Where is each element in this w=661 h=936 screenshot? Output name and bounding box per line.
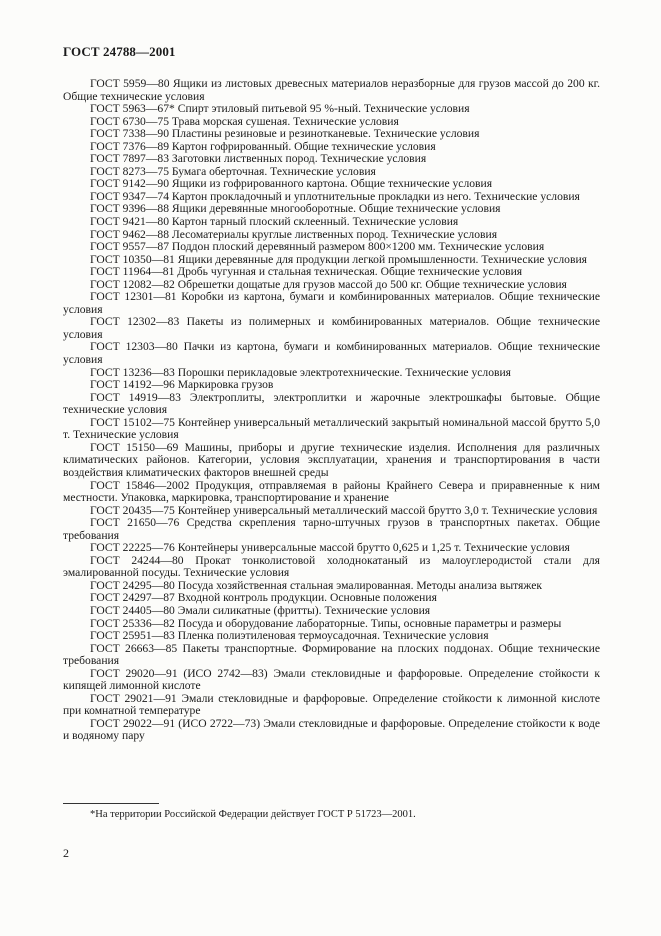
reference-item: ГОСТ 24405—80 Эмали силикатные (фритты). Технические условия <box>90 603 431 617</box>
reference-item: ГОСТ 29021—91 Эмали стекловидные и фарфоровые. Определение стойкости к лимонной кислоте при комнатной температуре <box>63 691 600 718</box>
reference-item: ГОСТ 15102—75 Контейнер универсальный металлический закрытый номинальной массой брутто 5,0 т. Технические условия <box>63 415 600 442</box>
reference-item: ГОСТ 8273—75 Бумага оберточная. Технические условия <box>90 164 376 178</box>
reference-item: ГОСТ 5959—80 Ящики из листовых древесных материалов неразборные для грузов массой до 200 кг. Общие технические условия <box>63 77 600 103</box>
reference-item: ГОСТ 7897—83 Заготовки лиственных пород. Технические условия <box>90 152 427 166</box>
footnote-divider <box>63 803 159 804</box>
reference-item: ГОСТ 7376—89 Картон гофрированный. Общие технические условия <box>90 139 436 153</box>
reference-item: ГОСТ 11964—81 Дробь чугунная и стальная техническая. Общие технические условия <box>90 265 523 279</box>
reference-item: ГОСТ 12302—83 Пакеты из полимерных и комбинированных материалов. Общие технические условия <box>63 315 600 341</box>
reference-item: ГОСТ 29022—91 (ИСО 2722—73) Эмали стекловидные и фарфоровые. Определение стойкости к воде и водяному пару <box>63 716 600 743</box>
reference-item: ГОСТ 24297—87 Входной контроль продукции. Основные положения <box>90 591 437 605</box>
reference-item: ГОСТ 7338—90 Пластины резиновые и резинотканевые. Технические условия <box>90 127 480 141</box>
page-number: 2 <box>63 846 69 860</box>
reference-item: ГОСТ 9347—74 Картон прокладочный и уплотнительные прокладки из него. Технические условия <box>90 189 580 203</box>
reference-item: ГОСТ 5963—67* Спирт этиловый питьевой 95 %-ный. Технические условия <box>90 102 470 116</box>
normative-references-list <box>63 78 600 743</box>
reference-item: ГОСТ 20435—75 Контейнер универсальный металлический массой брутто 3,0 т. Технические условия <box>90 503 598 517</box>
reference-item: ГОСТ 29020—91 (ИСО 2742—83) Эмали стекловидные и фарфоровые. Определение стойкости к кипящей лимонной кислоте <box>63 666 600 693</box>
reference-item: ГОСТ 9142—90 Ящики из гофрированного картона. Общие технические условия <box>90 177 493 191</box>
reference-item: ГОСТ 26663—85 Пакеты транспортные. Формирование на плоских поддонах. Общие технические требования <box>63 641 600 668</box>
footnote: *На территории Российской Федерации действует ГОСТ Р 51723—2001. <box>90 809 416 820</box>
page-header: ГОСТ 24788—2001 <box>63 44 176 59</box>
reference-item: ГОСТ 14192—96 Маркировка грузов <box>90 378 274 392</box>
reference-item: ГОСТ 12303—80 Пачки из картона, бумаги и комбинированных материалов. Общие технические условия <box>63 340 600 367</box>
reference-item: ГОСТ 10350—81 Ящики деревянные для продукции легкой промышленности. Технические условия <box>90 252 587 266</box>
reference-item: ГОСТ 14919—83 Электроплиты, электроплитки и жарочные электрошкафы бытовые. Общие технические условия <box>63 390 600 417</box>
reference-item: ГОСТ 13236—83 Порошки перикладовые электротехнические. Технические условия <box>90 365 512 379</box>
reference-item: ГОСТ 22225—76 Контейнеры универсальные массой брутто 0,625 и 1,25 т. Технические условия <box>90 541 570 555</box>
reference-item: ГОСТ 9462—88 Лесоматериалы круглые лиственных пород. Технические условия <box>90 227 498 241</box>
reference-item: ГОСТ 24244—80 Прокат тонколистовой холоднокатаный из малоуглеродистой стали для эмалированной посуды. Технические условия <box>63 553 600 580</box>
reference-item: ГОСТ 25336—82 Посуда и оборудование лабораторные. Типы, основные параметры и размеры <box>90 616 562 630</box>
reference-item: ГОСТ 15846—2002 Продукция, отправляемая в районы Крайнего Севера и приравненные к ним местности. Упаковка, маркировка, транспортирование и хранение <box>63 478 600 505</box>
reference-item: ГОСТ 9421—80 Картон тарный плоский склеенный. Технические условия <box>90 215 459 229</box>
reference-item: ГОСТ 12082—82 Обрешетки дощатые для грузов массой до 500 кг. Общие технические условия <box>90 277 567 291</box>
reference-item: ГОСТ 6730—75 Трава морская сушеная. Технические условия <box>90 114 399 128</box>
reference-item: ГОСТ 25951—83 Пленка полиэтиленовая термоусадочная. Технические условия <box>90 629 489 643</box>
reference-item: ГОСТ 12301—81 Коробки из картона, бумаги и комбинированных материалов. Общие технические условия <box>63 290 600 316</box>
reference-item: ГОСТ 9396—88 Ящики деревянные многооборотные. Общие технические условия <box>90 202 501 216</box>
reference-item: ГОСТ 21650—76 Средства скрепления тарно-штучных грузов в транспортных пакетах. Общие требования <box>63 516 600 542</box>
reference-item: ГОСТ 9557—87 Поддон плоский деревянный размером 800×1200 мм. Технические условия <box>90 240 545 254</box>
reference-item: ГОСТ 24295—80 Посуда хозяйственная стальная эмалированная. Методы анализа вытяжек <box>90 578 542 592</box>
reference-item: ГОСТ 15150—69 Машины, приборы и другие технические изделия. Исполнения для различных климатических районов. Категории, условия эксплуатации, хранения и транспортирования в части воздействия климатических факторов внешней среды <box>63 440 600 479</box>
